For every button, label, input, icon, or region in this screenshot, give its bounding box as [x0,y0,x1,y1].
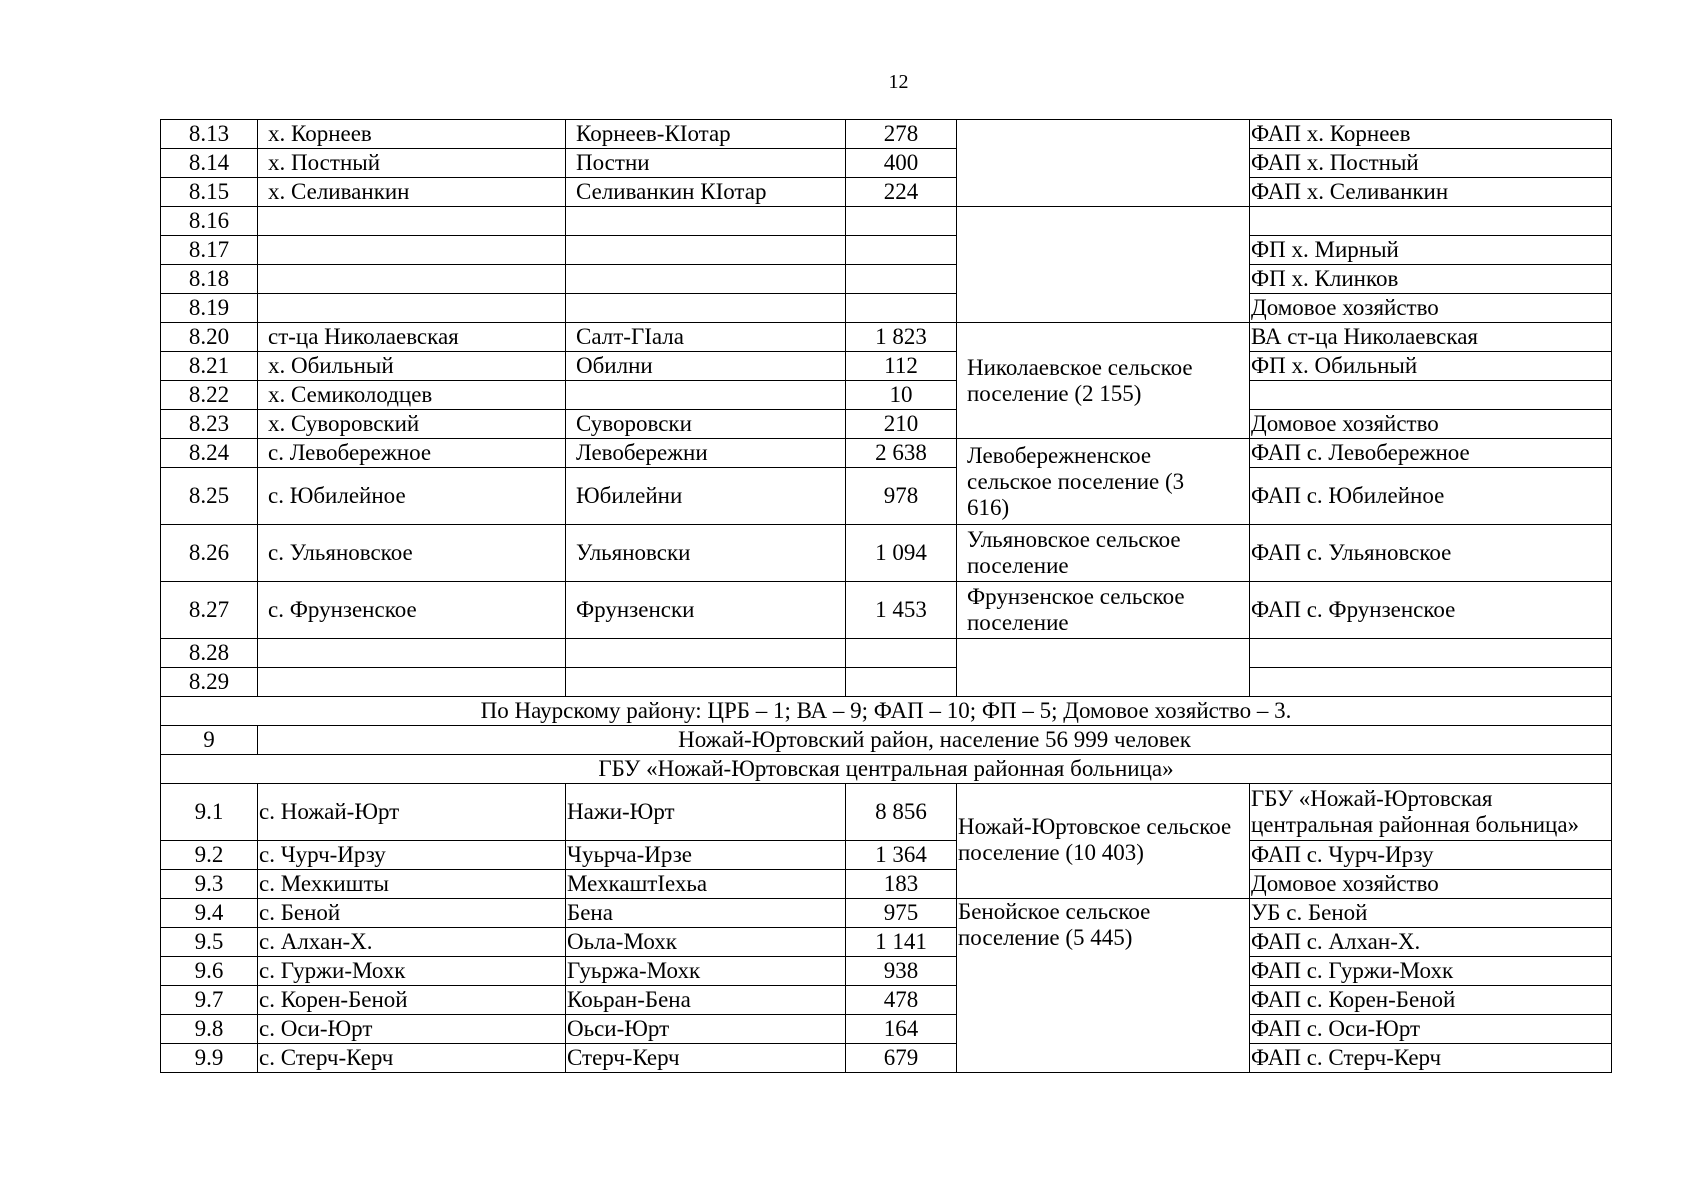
table-row [161,870,1612,899]
settlement-name-ce: Обилни [566,352,846,381]
medical-facility: ФАП с. Гуржи-Мохк [1250,957,1612,986]
table-row [161,439,1612,468]
population: 10 [846,381,957,410]
settlement-name-ru [258,294,566,323]
row-number: 8.28 [161,639,258,668]
population: 1 453 [846,582,957,639]
settlements-table [160,119,1612,1073]
population: 164 [846,1015,957,1044]
settlement-name-ce: МехкаштIехьа [566,870,846,899]
table-row [161,381,1612,410]
table-row [161,352,1612,381]
row-number: 8.21 [161,352,258,381]
row-number: 8.19 [161,294,258,323]
table-row [161,120,1612,149]
settlement-name-ce: Салт-ГIала [566,323,846,352]
settlement-name-ru [258,265,566,294]
population: 2 638 [846,439,957,468]
settlement-name-ce: Левобережни [566,439,846,468]
settlement-name-ce: Бена [566,899,846,928]
settlement-name-ce [566,294,846,323]
settlement-name-ce: Корнеев-КIотар [566,120,846,149]
row-number: 8.23 [161,410,258,439]
table-row [161,323,1612,352]
settlement-name-ru: с. Левобережное [258,439,566,468]
population: 210 [846,410,957,439]
settlement-name-ce: Чуьрча-Ирзе [566,841,846,870]
hospital-title: ГБУ «Ножай-Юртовская центральная районная больница» [161,755,1612,784]
settlement-name-ru: с. Юбилейное [258,468,566,525]
population: 978 [846,468,957,525]
medical-facility: ФАП с. Корен-Беной [1250,986,1612,1015]
population: 112 [846,352,957,381]
settlement-name-ce: Коьран-Бена [566,986,846,1015]
medical-facility: ФАП с. Чурч-Ирзу [1250,841,1612,870]
table-row [161,1044,1612,1073]
population [846,639,957,668]
row-number: 8.13 [161,120,258,149]
settlement-name-ru [258,639,566,668]
row-number: 8.27 [161,582,258,639]
row-number: 9.6 [161,957,258,986]
settlement-name-ru: х. Селиванкин [258,178,566,207]
medical-facility: ФП х. Обильный [1250,352,1612,381]
population: 478 [846,986,957,1015]
row-number: 9.7 [161,986,258,1015]
row-number: 8.29 [161,668,258,697]
row-number: 8.14 [161,149,258,178]
page-number: 12 [888,71,909,93]
settlement-group-empty [957,639,1250,697]
population: 1 141 [846,928,957,957]
rural-settlement-levoberezhnenskoe-label: Левобережненское сельское поселение (3 616) [967,442,1185,520]
medical-facility: ФАП с. Левобережное [1250,439,1612,468]
table-row [161,410,1612,439]
table-row [161,582,1612,639]
medical-facility: ВА ст-ца Николаевская [1250,323,1612,352]
table-row [161,236,1612,265]
settlement-name-ce: Стерч-Керч [566,1044,846,1073]
row-number: 9.2 [161,841,258,870]
table-row [161,149,1612,178]
row-number: 9.3 [161,870,258,899]
row-number: 8.15 [161,178,258,207]
district-title: Ножай-Юртовский район, население 56 999 человек [258,726,1612,755]
medical-facility: ФАП с. Алхан-Х. [1250,928,1612,957]
population: 400 [846,149,957,178]
table-row [161,525,1612,582]
row-number: 9.4 [161,899,258,928]
row-number: 8.20 [161,323,258,352]
table-row [161,265,1612,294]
row-number: 9.1 [161,784,258,841]
row-number: 8.22 [161,381,258,410]
table-row [161,639,1612,668]
population: 183 [846,870,957,899]
medical-facility: ФП х. Клинков [1250,265,1612,294]
settlement-name-ru [258,236,566,265]
population [846,294,957,323]
settlement-name-ru: с. Оси-Юрт [258,1015,566,1044]
settlement-name-ce: Ульяновски [566,525,846,582]
table-row [161,178,1612,207]
medical-facility: ФАП х. Селиванкин [1250,178,1612,207]
settlement-name-ce: Фрунзенски [566,582,846,639]
medical-facility: ФАП с. Фрунзенское [1250,582,1612,639]
table-row [161,957,1612,986]
settlement-name-ru: х. Корнеев [258,120,566,149]
row-number: 8.26 [161,525,258,582]
population: 679 [846,1044,957,1073]
population: 278 [846,120,957,149]
settlement-name-ru: с. Гуржи-Мохк [258,957,566,986]
table-row [161,986,1612,1015]
table-row [161,928,1612,957]
medical-facility: ФАП х. Корнеев [1250,120,1612,149]
row-number: 8.18 [161,265,258,294]
medical-facility: ФАП с. Стерч-Керч [1250,1044,1612,1073]
medical-facility: ФАП с. Оси-Юрт [1250,1015,1612,1044]
table-row [161,784,1612,841]
settlement-name-ce: Селиванкин КIотар [566,178,846,207]
settlement-name-ru: с. Корен-Беной [258,986,566,1015]
settlement-name-ru: с. Ножай-Юрт [258,784,566,841]
rural-settlement-nikolaevskoe: Николаевское сельское поселение (2 155) [957,323,1250,439]
settlement-name-ce: Суворовски [566,410,846,439]
population: 224 [846,178,957,207]
settlement-name-ce: Оьла-Мохк [566,928,846,957]
population: 938 [846,957,957,986]
row-number: 8.17 [161,236,258,265]
row-number: 8.16 [161,207,258,236]
settlement-name-ce [566,236,846,265]
settlement-name-ce: Оьси-Юрт [566,1015,846,1044]
settlement-name-ru: х. Суворовский [258,410,566,439]
medical-facility: ФАП х. Постный [1250,149,1612,178]
rural-settlement-nozhay-yurt: Ножай-Юртовское сельское поселение (10 403) [957,784,1250,899]
medical-facility [1250,207,1612,236]
settlement-name-ru: с. Беной [258,899,566,928]
district-header-row [161,726,1612,755]
population: 975 [846,899,957,928]
population: 1 094 [846,525,957,582]
medical-facility: ФАП с. Ульяновское [1250,525,1612,582]
settlement-name-ce: Юбилейни [566,468,846,525]
hospital-header-row [161,755,1612,784]
summary-row [161,697,1612,726]
settlement-name-ru: с. Чурч-Ирзу [258,841,566,870]
row-number: 9.9 [161,1044,258,1073]
row-number: 9.8 [161,1015,258,1044]
population: 8 856 [846,784,957,841]
rural-settlement-benoy [957,899,1250,1073]
district-number: 9 [161,726,258,755]
settlement-name-ru: с. Мехкишты [258,870,566,899]
settlement-name-ce [566,639,846,668]
settlement-name-ru: с. Фрунзенское [258,582,566,639]
settlement-name-ce [566,207,846,236]
table-row [161,668,1612,697]
settlement-name-ru: ст-ца Николаевская [258,323,566,352]
settlement-name-ru [258,207,566,236]
medical-facility: ФП х. Мирный [1250,236,1612,265]
medical-facility: УБ с. Беной [1250,899,1612,928]
medical-facility: Домовое хозяйство [1250,410,1612,439]
rural-settlement-ulyanovskoe: Ульяновское сельское поселение [957,525,1250,582]
settlement-name-ce: Постни [566,149,846,178]
population: 1 823 [846,323,957,352]
settlement-group-empty [957,207,1250,323]
population [846,668,957,697]
settlement-group-empty [957,120,1250,207]
population [846,265,957,294]
settlement-name-ce: Гуьржа-Мохк [566,957,846,986]
table-row [161,294,1612,323]
district-summary: По Наурскому району: ЦРБ – 1; ВА – 9; ФАП – 10; ФП – 5; Домовое хозяйство – 3. [161,697,1612,726]
rural-settlement-frunzenskoe: Фрунзенское сельское поселение [957,582,1250,639]
row-number: 9.5 [161,928,258,957]
table-row [161,841,1612,870]
table-row [161,1015,1612,1044]
settlement-name-ru: с. Ульяновское [258,525,566,582]
medical-facility: ФАП с. Юбилейное [1250,468,1612,525]
table-row [161,468,1612,525]
settlement-name-ce [566,265,846,294]
medical-facility [1250,668,1612,697]
row-number: 8.24 [161,439,258,468]
settlement-name-ce [566,381,846,410]
rural-settlement-benoy-label: Бенойское сельское поселение (5 445) [958,899,1151,950]
settlement-name-ru: с. Стерч-Керч [258,1044,566,1073]
settlement-name-ru [258,668,566,697]
row-number: 8.25 [161,468,258,525]
population [846,236,957,265]
rural-settlement-levoberezhnenskoe [957,439,1250,525]
medical-facility [1250,381,1612,410]
medical-facility: Домовое хозяйство [1250,294,1612,323]
population: 1 364 [846,841,957,870]
settlement-name-ru: х. Обильный [258,352,566,381]
medical-facility: Домовое хозяйство [1250,870,1612,899]
settlement-name-ce [566,668,846,697]
table-row [161,207,1612,236]
settlement-name-ru: х. Семиколодцев [258,381,566,410]
medical-facility [1250,639,1612,668]
medical-facility: ГБУ «Ножай-Юртовская центральная районная больница» [1250,784,1612,841]
settlement-name-ru: с. Алхан-Х. [258,928,566,957]
table-row [161,899,1612,928]
settlement-name-ru: х. Постный [258,149,566,178]
settlement-name-ce: Нажи-Юрт [566,784,846,841]
population [846,207,957,236]
